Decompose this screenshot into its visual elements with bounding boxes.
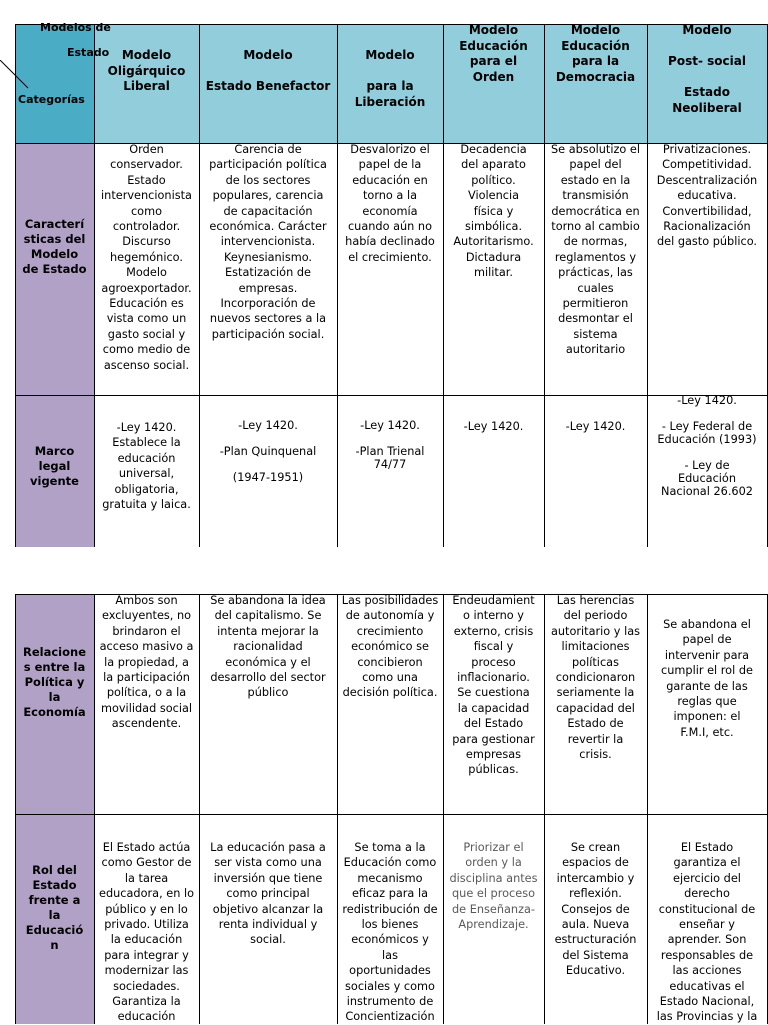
row-header: Caracterí sticas del Modelo de Estado xyxy=(22,217,87,276)
table-cell: Decadencia del aparato político. Violencia física y simbólica. Autoritarismo. Dictadura militar. xyxy=(453,143,534,280)
column-header: Modelo Educación para el Orden xyxy=(459,23,528,84)
corner-diagonal xyxy=(0,60,30,90)
column-header: Modelo Post- social Estado Neoliberal xyxy=(668,23,746,115)
corner-label-categories: Categorías xyxy=(18,93,85,106)
table-cell: Priorizar el orden y la disciplina antes que el proceso de Enseñanza- Aprendizaje. xyxy=(449,841,538,932)
corner-label-state: Estado xyxy=(67,46,110,59)
table-cell: Se toma a la Educación como mecanismo eficaz para la redistribución de los bienes económicos y las oportunidades sociales y como instrumento de Concientización xyxy=(342,841,438,1024)
column-header: Modelo Educación para la Democracia xyxy=(555,23,636,84)
table-cell: La educación pasa a ser vista como una inversión que tiene como principal objetivo alcanzar la renta individual y social. xyxy=(210,841,326,947)
row-header: Marco legal vigente xyxy=(30,444,79,488)
column-header: Modelo Estado Benefactor xyxy=(205,48,331,93)
table-cell: Se absolutizo el papel del estado en la transmisión democrática en torno al cambio de normas, reglamentos y prácticas, las cuales permitieron desmontar el sistema autoritario xyxy=(551,143,640,357)
table-cell: Orden conservador. Estado intervencionista como controlador. Discurso hegemónico. Modelo agroexportador. Educación es vista como un gasto social y como medio de ascenso social. xyxy=(101,143,192,372)
table-cell: Desvalorizo el papel de la educación en torno a la economía cuando aún no había declinado el crecimiento. xyxy=(345,143,435,264)
table-cell: Privatizaciones. Competitividad. Descentralización educativa. Convertibilidad, Racionalización del gasto público. xyxy=(656,143,758,249)
table-cell: -Ley 1420. xyxy=(565,420,626,433)
table-cell: -Ley 1420. xyxy=(463,420,524,433)
table-cell: Ambos son excluyentes, no brindaron el acceso masivo a la propiedad, a la participación política, o a la movilidad social ascendente. xyxy=(99,594,194,731)
table-cell: El Estado garantiza el ejercicio del derecho constitucional de enseñar y aprender. Son responsables de las acciones educativas el Estado Nacional, las Provincias y la xyxy=(656,841,758,1024)
table-cell: -Ley 1420. -Plan Trienal 74/77 xyxy=(355,419,425,471)
table-cell: Se abandona el papel de intervenir para cumplir el rol de garante de las reglas que imponen: el F.M.I, etc. xyxy=(661,618,753,739)
table-cell: Endeudamient o interno y externo, crisis fiscal y proceso inflacionario. Se cuestiona la capacidad del Estado para gestionar empresas públicas. xyxy=(452,594,535,777)
row-header: Relacione s entre la Política y la Economía xyxy=(22,645,86,719)
table-cell: Se abandona la idea del capitalismo. Se intenta mejorar la racionalidad económica y el desarrollo del sector público xyxy=(210,594,326,700)
table-cell: Las posibilidades de autonomía y crecimiento económico se concibieron como una decisión política. xyxy=(341,594,439,700)
table-cell: Carencia de participación política de los sectores populares, carencia de capacitación económica. Carácter intervencionista. Keynesianismo. Estatización de empresas. Incorporación de nuevos sectores a la participación social. xyxy=(209,143,327,341)
table-cell: -Ley 1420. - Ley Federal de Educación (1993) - Ley de Educación Nacional 26.602 xyxy=(657,394,757,498)
table-cell: El Estado actúa como Gestor de la tarea educadora, en lo público y en lo privado. Utiliza la educación para integrar y modernizar las sociedades. Garantiza la educación xyxy=(99,841,194,1024)
table-cell: -Ley 1420. Establece la educación universal, obligatoria, gratuita y laica. xyxy=(102,421,191,512)
table-cell: Se crean espacios de intercambio y reflexión. Consejos de aula. Nueva estructuración del Sistema Educativo. xyxy=(554,841,637,978)
row-header: Rol del Estado frente a la Educació n xyxy=(25,863,84,952)
table-cell: Las herencias del periodo autoritario y las limitaciones políticas condicionaron seriamente la capacidad del Estado de revertir la crisis. xyxy=(550,594,641,762)
corner-label-models: Modelos de xyxy=(40,21,111,34)
column-header: Modelo para la Liberación xyxy=(354,48,426,109)
column-header: Modelo Oligárquico Liberal xyxy=(107,48,186,93)
table-cell: -Ley 1420. -Plan Quinquenal (1947-1951) xyxy=(219,419,317,484)
